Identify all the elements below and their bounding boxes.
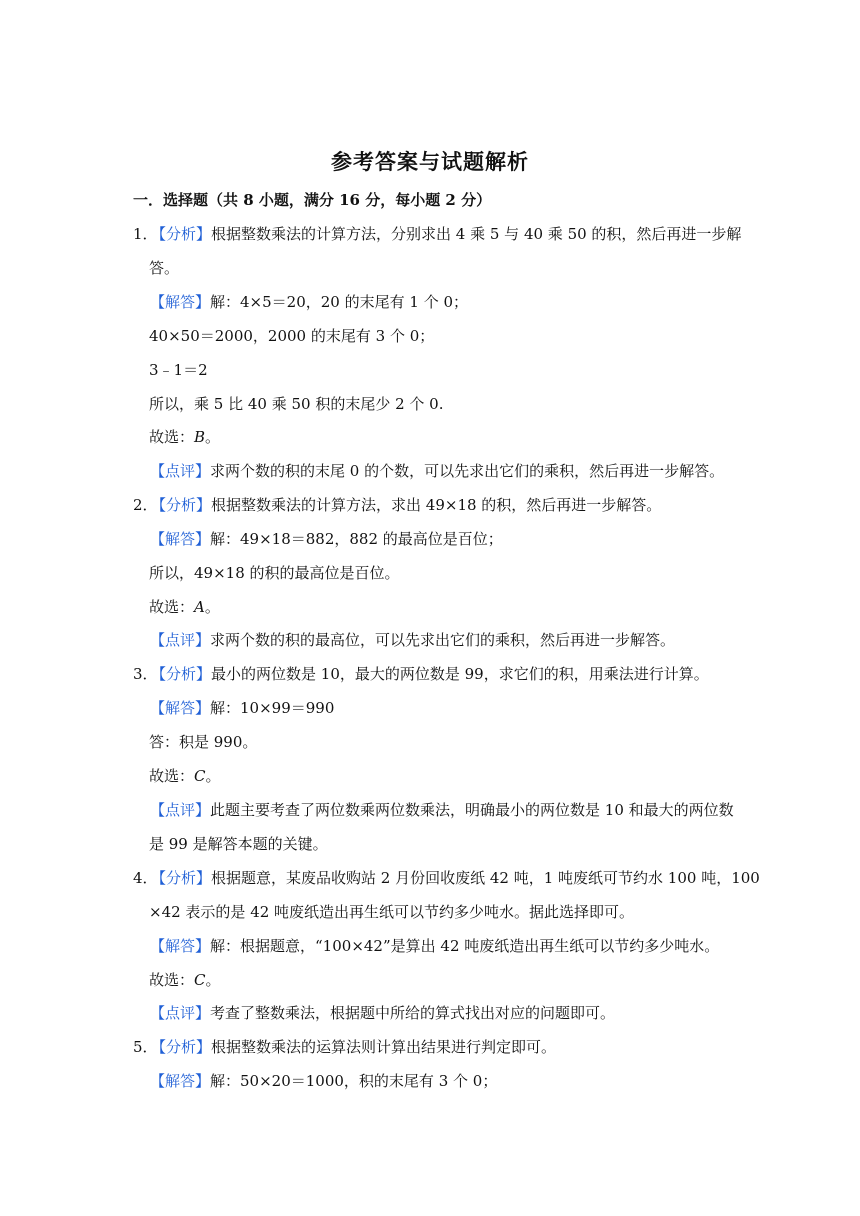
comment-tag: 【点评】 <box>150 801 211 819</box>
q2-comment: 【点评】求两个数的积的最高位，可以先求出它们的乘积，然后再进一步解答。 <box>150 631 676 649</box>
answer-tag: 【解答】 <box>150 699 211 717</box>
q1-comment: 【点评】求两个数的积的末尾 0 的个数，可以先求出它们的乘积，然后再进一步解答。 <box>150 462 725 480</box>
q2-answer: 【解答】解：49×18＝882，882 的最高位是百位； <box>150 530 503 548</box>
q2-analysis: 2．【分析】根据整数乘法的计算方法，求出 49×18 的积，然后再进一步解答。 <box>133 496 662 514</box>
q5-analysis: 5．【分析】根据整数乘法的运算法则计算出结果进行判定即可。 <box>133 1038 557 1056</box>
q3-choice: 故选：C。 <box>149 767 221 785</box>
analysis-tag: 【分析】 <box>151 1038 212 1056</box>
q3-answer-line: 答：积是 990。 <box>149 733 258 751</box>
q4-answer: 【解答】解：根据题意，“100×42”是算出 42 吨废纸造出再生纸可以节约多少吨水。 <box>150 937 720 955</box>
q4-analysis: 4．【分析】根据题意，某废品收购站 2 月份回收废纸 42 吨，1 吨废纸可节约水 100 吨，100 <box>133 869 760 887</box>
answer-tag: 【解答】 <box>150 937 211 955</box>
q4-analysis-cont: ×42 表示的是 42 吨废纸造出再生纸可以节约多少吨水。据此选择即可。 <box>149 903 635 921</box>
q1-choice: 故选：B。 <box>149 428 221 446</box>
q2-choice: 故选：A。 <box>149 598 220 616</box>
comment-tag: 【点评】 <box>150 631 211 649</box>
q1-analysis: 1．【分析】根据整数乘法的计算方法，分别求出 4 乘 5 与 40 乘 50 的积，然后再进一步解 <box>133 225 742 243</box>
analysis-tag: 【分析】 <box>151 869 212 887</box>
analysis-tag: 【分析】 <box>151 496 212 514</box>
q1-answer-line: 40×50＝2000，2000 的末尾有 3 个 0； <box>149 327 435 345</box>
q2-answer-line: 所以，49×18 的积的最高位是百位。 <box>149 564 400 582</box>
q3-analysis: 3．【分析】最小的两位数是 10，最大的两位数是 99，求它们的积，用乘法进行计算。 <box>133 665 709 683</box>
q1-answer-line: 3﹣1＝2 <box>149 361 208 379</box>
q5-answer: 【解答】解：50×20＝1000，积的末尾有 3 个 0； <box>150 1072 498 1090</box>
q4-comment: 【点评】考查了整数乘法，根据题中所给的算式找出对应的问题即可。 <box>150 1004 616 1022</box>
section-heading: 一．选择题（共 8 小题，满分 16 分，每小题 2 分） <box>133 191 492 209</box>
q3-comment: 【点评】此题主要考查了两位数乘两位数乘法，明确最小的两位数是 10 和最大的两位数 <box>150 801 734 819</box>
page-title: 参考答案与试题解析 <box>331 149 529 174</box>
answer-tag: 【解答】 <box>150 293 211 311</box>
q1-answer: 【解答】解：4×5＝20，20 的末尾有 1 个 0； <box>150 293 469 311</box>
q1-answer-line: 所以，乘 5 比 40 乘 50 积的末尾少 2 个 0. <box>149 395 444 413</box>
q1-analysis-cont: 答。 <box>149 259 180 277</box>
comment-tag: 【点评】 <box>150 1004 211 1022</box>
analysis-tag: 【分析】 <box>151 665 212 683</box>
answer-tag: 【解答】 <box>150 1072 211 1090</box>
q3-answer: 【解答】解：10×99＝990 <box>150 699 335 717</box>
q4-choice: 故选：C。 <box>149 971 221 989</box>
comment-tag: 【点评】 <box>150 462 211 480</box>
answer-tag: 【解答】 <box>150 530 211 548</box>
analysis-tag: 【分析】 <box>151 225 212 243</box>
q3-comment-cont: 是 99 是解答本题的关键。 <box>149 835 328 853</box>
